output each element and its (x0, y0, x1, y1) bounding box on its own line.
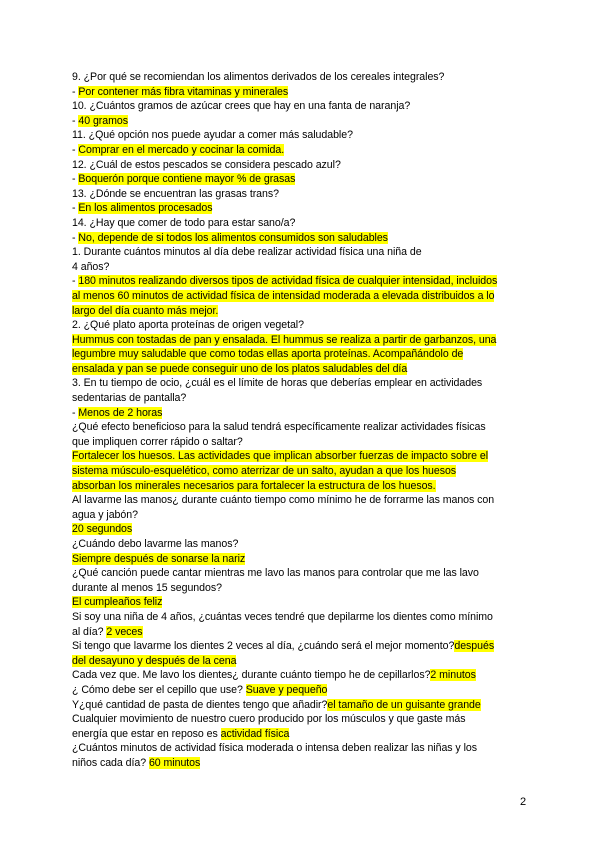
question-text: ¿Cuándo debo lavarme las manos? (72, 538, 239, 550)
question-text: Si soy una niña de 4 años, ¿cuántas veces tendré que depilarme los dientes como mínimo (72, 610, 493, 623)
highlighted-answer: sistema músculo-esquelético, como aterrizar de un salto, ayudan a que los huesos (72, 465, 457, 478)
question-text: agua y jabón? (72, 508, 138, 521)
text-line (72, 245, 532, 260)
text-line (72, 187, 532, 202)
text-line (72, 537, 532, 552)
text-line (72, 85, 532, 100)
question-text: al día? (72, 625, 107, 638)
highlighted-answer: 180 minutos realizando diversos tipos de actividad física de cualquier intensidad, incluidos (78, 275, 498, 288)
question-text: que impliquen correr rápido o saltar? (72, 435, 243, 448)
question-text: 10. ¿Cuántos gramos de azúcar crees que hay en una fanta de naranja? (72, 100, 411, 113)
text-line (72, 741, 532, 756)
highlighted-answer: Suave y pequeño (245, 683, 328, 696)
text-line (72, 639, 532, 654)
text-line (72, 143, 532, 158)
text-line (72, 216, 532, 231)
question-text: - (72, 202, 79, 215)
highlighted-answer: No, depende de si todos los alimentos consumidos son saludables (78, 231, 388, 244)
highlighted-answer: Hummus con tostadas de pan y ensalada. El hummus se realiza a partir de garbanzos, una (72, 333, 497, 346)
text-line (72, 654, 532, 669)
highlighted-answer: legumbre muy saludable que como todas ellas aporta proteínas. Acompañándolo de (72, 348, 464, 361)
question-text: 9. ¿Por qué se recomiendan los alimentos derivados de los cereales integrales? (72, 71, 445, 83)
question-text: 4 años? (72, 260, 110, 273)
question-text: 11. ¿Qué opción nos puede ayudar a comer más saludable? (72, 129, 353, 142)
question-text: Si tengo que lavarme los dientes 2 veces al día, ¿cuándo será el mejor momento? (72, 640, 455, 653)
question-text: durante al menos 15 segundos? (72, 581, 222, 594)
question-text: ¿Qué canción puede cantar mientras me lavo las manos para controlar que me las lavo (72, 567, 479, 580)
highlighted-answer: 2 minutos (430, 669, 476, 682)
question-text: - (72, 275, 79, 288)
text-line (72, 727, 532, 742)
text-line (72, 449, 532, 464)
text-line (72, 114, 532, 129)
highlighted-answer: del desayuno y después de la cena (72, 654, 237, 667)
highlighted-answer: 60 minutos (148, 756, 201, 769)
text-line (72, 362, 532, 377)
highlighted-answer: El cumpleaños feliz (72, 596, 163, 609)
question-text: niños cada día? (72, 756, 149, 769)
text-line (72, 625, 532, 640)
question-text: 13. ¿Dónde se encuentran las grasas trans? (72, 187, 279, 200)
text-line (72, 333, 532, 348)
text-line (72, 406, 532, 421)
text-line (72, 172, 532, 187)
text-line (72, 712, 532, 727)
text-line (72, 435, 532, 450)
highlighted-answer: Boquerón porque contiene mayor % de grasas (78, 173, 296, 186)
text-line (72, 391, 532, 406)
text-line (72, 552, 532, 567)
text-line (72, 522, 532, 537)
question-text: 1. Durante cuántos minutos al día debe realizar actividad física una niña de (72, 246, 422, 259)
text-line (72, 595, 532, 610)
highlighted-answer: después (454, 640, 495, 653)
text-line (72, 158, 532, 173)
text-line (72, 260, 532, 275)
text-line (72, 289, 532, 304)
question-text: energía que estar en reposo es (72, 727, 221, 740)
text-line (72, 464, 532, 479)
text-line (72, 683, 532, 698)
text-line (72, 231, 532, 246)
text-line (72, 201, 532, 216)
question-text: 3. En tu tiempo de ocio, ¿cuál es el límite de horas que deberías emplear en actividades (72, 377, 483, 390)
text-line (72, 566, 532, 581)
highlighted-answer: 2 veces (106, 625, 143, 638)
page-number: 2 (520, 796, 527, 808)
text-line (72, 347, 532, 362)
question-text: - (72, 231, 79, 244)
text-line (72, 698, 532, 713)
question-text: ¿ Cómo debe ser el cepillo que use? (72, 683, 246, 696)
highlighted-answer: Menos de 2 horas (78, 406, 163, 419)
highlighted-answer: Comprar en el mercado y cocinar la comida. (78, 143, 285, 156)
text-line (72, 581, 532, 596)
question-text: sedentarias de pantalla? (72, 392, 187, 405)
text-line (72, 610, 532, 625)
question-text: ¿Qué efecto beneficioso para la salud tendrá específicamente realizar actividades físicas (72, 421, 486, 434)
text-line (72, 318, 532, 333)
highlighted-answer: 40 gramos (78, 114, 128, 127)
highlighted-answer: 20 segundos (72, 523, 133, 536)
question-text: - (72, 173, 79, 186)
highlighted-answer: Por contener más fibra vitaminas y minerales (78, 85, 289, 98)
question-text: - (72, 406, 79, 419)
highlighted-answer: ensalada y pan se puede conseguir uno de los platos saludables del día (72, 362, 408, 375)
question-text: Cualquier movimiento de nuestro cuero producido por los músculos y que gaste más (72, 713, 466, 726)
question-text: 14. ¿Hay que comer de todo para estar sano/a? (72, 216, 296, 229)
question-text: 2. ¿Qué plato aporta proteínas de origen vegetal? (72, 319, 304, 332)
highlighted-answer: largo del día cuanto más mejor. (72, 304, 219, 317)
text-line (72, 376, 532, 391)
question-text: - (72, 143, 79, 156)
question-text: Al lavarme las manos¿ durante cuánto tiempo como mínimo he de forrarme las manos con (72, 494, 495, 507)
text-line (72, 420, 532, 435)
text-line (72, 304, 532, 319)
highlighted-answer: absorban los minerales necesarios para fortalecer la estructura de los huesos. (72, 479, 436, 492)
text-line (72, 508, 532, 523)
text-line (72, 756, 532, 771)
question-text: Y¿qué cantidad de pasta de dientes tengo que añadir? (72, 698, 328, 711)
highlighted-answer: En los alimentos procesados (78, 202, 213, 215)
question-text: ¿Cuántos minutos de actividad física moderada o intensa deben realizar las niñas y los (72, 742, 477, 755)
document-body (72, 70, 532, 771)
highlighted-answer: el tamaño de un guisante grande (327, 698, 481, 711)
highlighted-answer: Siempre después de sonarse la nariz (72, 552, 246, 565)
question-text: - (72, 114, 79, 127)
highlighted-answer: actividad física (220, 727, 290, 740)
text-line (72, 70, 532, 85)
question-text: Cada vez que. Me lavo los dientes¿ durante cuánto tiempo he de cepillarlos? (72, 669, 431, 682)
question-text: - (72, 85, 79, 98)
question-text: 12. ¿Cuál de estos pescados se considera pescado azul? (72, 158, 341, 171)
text-line (72, 274, 532, 289)
text-line (72, 128, 532, 143)
text-line (72, 493, 532, 508)
text-line (72, 99, 532, 114)
text-line (72, 668, 532, 683)
highlighted-answer: al menos 60 minutos de actividad física de intensidad moderada a elevada distribuidos a lo (72, 289, 495, 302)
text-line (72, 479, 532, 494)
highlighted-answer: Fortalecer los huesos. Las actividades que implican absorber fuerzas de impacto sobre el (72, 450, 489, 463)
